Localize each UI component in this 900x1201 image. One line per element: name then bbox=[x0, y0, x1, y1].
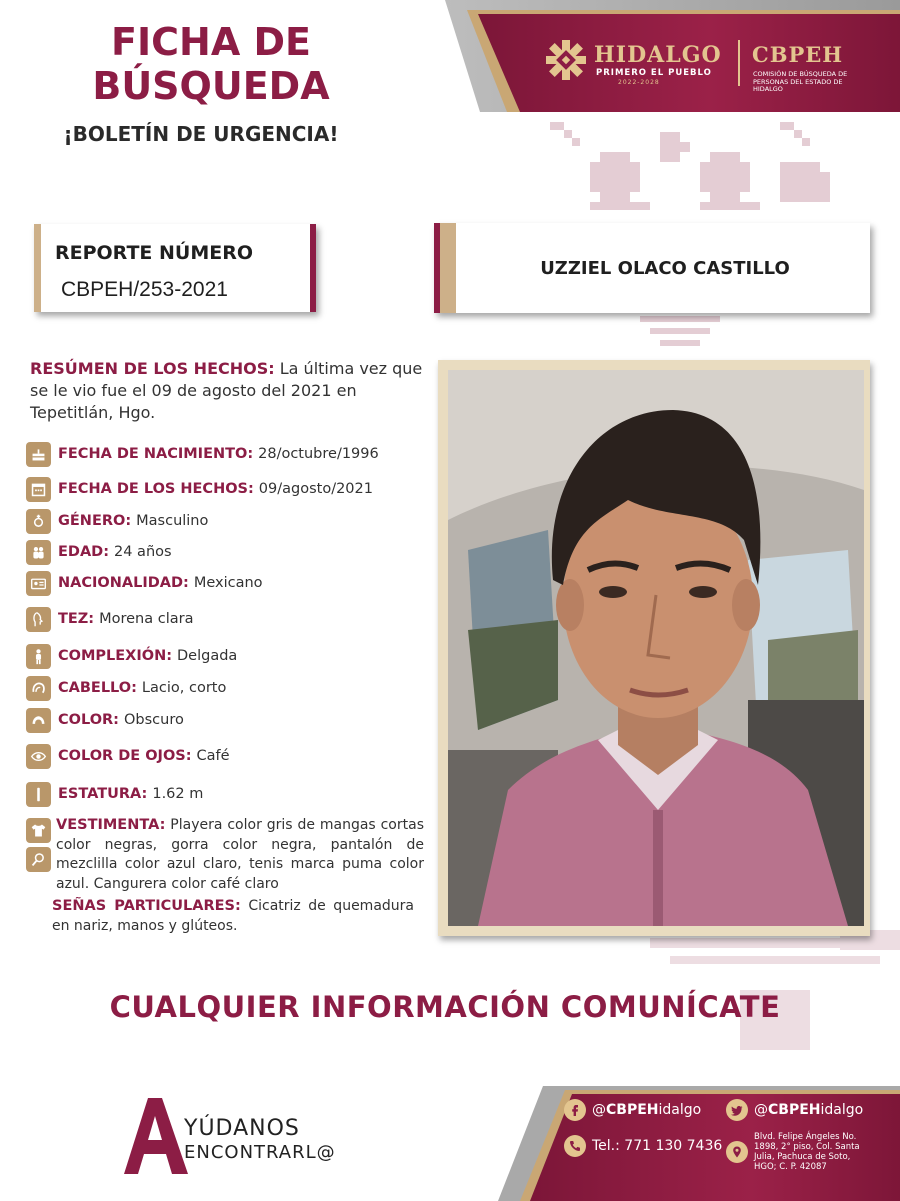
hair-icon bbox=[26, 676, 51, 701]
event-date-label: FECHA DE LOS HECHOS: bbox=[58, 481, 254, 497]
hair-color-icon bbox=[26, 708, 51, 733]
skin-label: TEZ: bbox=[58, 611, 95, 627]
call-to-action: CUALQUIER INFORMACIÓN COMUNÍCATE bbox=[109, 990, 781, 1024]
detail-row-age bbox=[26, 538, 172, 566]
phone-number: Tel.: 771 130 7436 bbox=[592, 1138, 723, 1154]
body-icon bbox=[26, 644, 51, 669]
hidalgo-star-logo-icon bbox=[544, 38, 588, 82]
embroidery-birds-motif bbox=[530, 112, 860, 222]
brand-slogan: PRIMERO EL PUEBLO bbox=[596, 68, 712, 78]
facebook-suffix: idalgo bbox=[658, 1102, 702, 1118]
campaign-a-logo-icon bbox=[120, 1096, 190, 1176]
hair-color-value: Obscuro bbox=[123, 712, 184, 728]
clothing-description bbox=[56, 816, 424, 894]
embroidery-small-motif bbox=[640, 312, 720, 354]
facebook-prefix: @ bbox=[592, 1102, 606, 1118]
photo-illustration bbox=[448, 370, 864, 926]
detail-row-event-date bbox=[26, 475, 373, 503]
skin-value: Morena clara bbox=[99, 611, 194, 627]
nationality-value: Mexicano bbox=[193, 575, 263, 591]
distinguishing-marks bbox=[52, 896, 414, 936]
summary-label: RESÚMEN DE LOS HECHOS: bbox=[30, 359, 275, 378]
campaign-line-2: ENCONTRARL@ bbox=[184, 1142, 336, 1163]
twitter-suffix: idalgo bbox=[820, 1102, 864, 1118]
facebook-bold: CBPEH bbox=[606, 1102, 659, 1118]
missing-person-photo bbox=[448, 370, 864, 926]
clothing-text: Playera color gris de mangas cortas color negras, gorra color negra, pantalón de mezclilla color azul claro, tenis marca puma color azul. Cangurera color café claro bbox=[56, 817, 424, 892]
summary-block bbox=[30, 358, 428, 424]
ruler-icon bbox=[26, 782, 51, 807]
report-number-value: CBPEH/253-2021 bbox=[61, 278, 228, 301]
detail-row-hair-color bbox=[26, 706, 184, 734]
detail-row-birthdate bbox=[26, 440, 379, 468]
marks-label: SEÑAS PARTICULARES: bbox=[52, 898, 241, 914]
birthdate-value: 28/octubre/1996 bbox=[258, 446, 379, 462]
twitter-handle[interactable] bbox=[726, 1099, 863, 1121]
height-value: 1.62 m bbox=[152, 786, 204, 802]
twitter-bold: CBPEH bbox=[768, 1102, 821, 1118]
shirt-icon bbox=[26, 818, 51, 843]
office-address bbox=[726, 1132, 874, 1172]
detail-row-nationality bbox=[26, 569, 263, 597]
eye-icon bbox=[26, 744, 51, 769]
person-name-card bbox=[434, 223, 870, 313]
twitter-prefix: @ bbox=[754, 1102, 768, 1118]
detail-row-build bbox=[26, 642, 237, 670]
header-divider bbox=[738, 40, 740, 86]
detail-row-eye-color bbox=[26, 742, 230, 770]
brand-years: 2022-2028 bbox=[618, 79, 660, 86]
agency-full-name: COMISIÓN DE BÚSQUEDA DE PERSONAS DEL ESTADO DE HIDALGO bbox=[753, 70, 848, 93]
person-name: UZZIEL OLACO CASTILLO bbox=[540, 257, 790, 279]
nationality-label: NACIONALIDAD: bbox=[58, 575, 189, 591]
magnifier-icon bbox=[26, 847, 51, 872]
eye-color-label: COLOR DE OJOS: bbox=[58, 748, 192, 764]
phone-icon bbox=[564, 1135, 586, 1157]
facebook-handle[interactable] bbox=[564, 1099, 701, 1121]
facebook-icon bbox=[564, 1099, 586, 1121]
build-value: Delgada bbox=[177, 648, 238, 664]
age-label: EDAD: bbox=[58, 544, 109, 560]
hair-value: Lacio, corto bbox=[141, 680, 227, 696]
clothing-icons bbox=[26, 818, 51, 876]
people-icon bbox=[26, 540, 51, 565]
id-card-icon bbox=[26, 571, 51, 596]
detail-row-height bbox=[26, 780, 203, 808]
gender-icon bbox=[26, 509, 51, 534]
detail-row-skin bbox=[26, 605, 193, 633]
hair-color-label: COLOR: bbox=[58, 712, 119, 728]
summary-text: La última vez que se le vio fue el 09 de agosto del 2021 en Tepetitlán, Hgo. bbox=[30, 359, 423, 422]
detail-row-gender bbox=[26, 507, 208, 535]
brand-name: HIDALGO bbox=[594, 42, 722, 68]
calendar-icon bbox=[26, 477, 51, 502]
marks-text: Cicatriz de quemadura en nariz, manos y glúteos. bbox=[52, 898, 414, 934]
birthdate-label: FECHA DE NACIMIENTO: bbox=[58, 446, 254, 462]
phone-contact[interactable] bbox=[564, 1135, 722, 1157]
hair-label: CABELLO: bbox=[58, 680, 137, 696]
height-label: ESTATURA: bbox=[58, 786, 148, 802]
poster-title: FICHA DE BÚSQUEDA bbox=[92, 20, 330, 108]
report-number-label: REPORTE NÚMERO bbox=[55, 242, 254, 264]
detail-row-hair bbox=[26, 674, 226, 702]
report-number-card bbox=[34, 224, 316, 312]
build-label: COMPLEXIÓN: bbox=[58, 648, 173, 664]
gender-value: Masculino bbox=[136, 513, 209, 529]
agency-name: CBPEH bbox=[752, 42, 844, 67]
address-text: Blvd. Felipe Ángeles No. 1898, 2° piso, Col. Santa Julia, Pachuca de Soto, HGO; C. P. 42087 bbox=[754, 1132, 860, 1172]
gender-label: GÉNERO: bbox=[58, 513, 132, 529]
cake-icon bbox=[26, 442, 51, 467]
eye-color-value: Café bbox=[196, 748, 230, 764]
urgency-subtitle: ¡BOLETÍN DE URGENCIA! bbox=[63, 122, 339, 146]
event-date-value: 09/agosto/2021 bbox=[258, 481, 373, 497]
campaign-line-1: YÚDANOS bbox=[184, 1116, 300, 1141]
twitter-icon bbox=[726, 1099, 748, 1121]
age-value: 24 años bbox=[114, 544, 172, 560]
face-profile-icon bbox=[26, 607, 51, 632]
name-card-accent bbox=[440, 223, 456, 313]
location-pin-icon bbox=[726, 1141, 748, 1163]
clothing-label: VESTIMENTA: bbox=[56, 817, 166, 833]
